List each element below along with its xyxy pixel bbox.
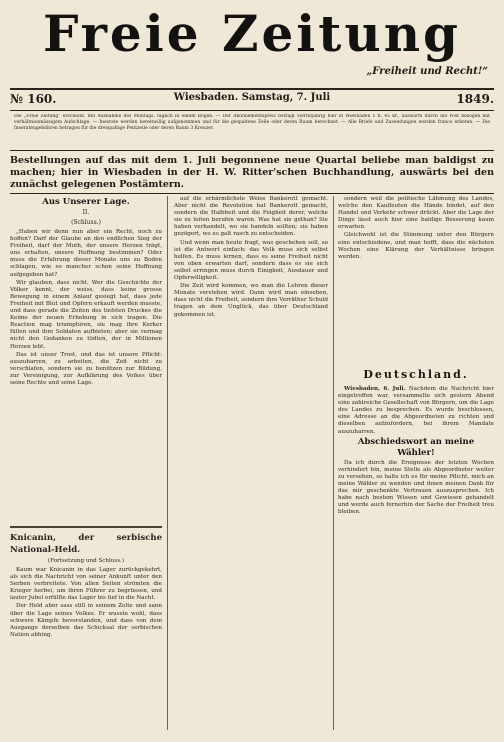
report-paragraph: Da ich durch die Ereignisse der letzten Wochen verhindert bin, meine Stelle als Abgeordneter weiter zu versehen, so halte ich es für meine Pflicht, mich an meine Wähler zu wenden und ihnen meinen Dank für das mir geschenkte Vertrauen auszusprechen. Ich habe nach bestem Wissen und Gewissen gehandelt und werde auch fernerhin der Sache der Freiheit treu bleiben. [338, 459, 494, 516]
top-rule [10, 88, 494, 90]
issue-rule [10, 110, 494, 111]
banner-top-rule [10, 150, 494, 151]
section-rule [10, 526, 162, 528]
report-dateline: Wiesbaden, 6. Juli. [344, 386, 406, 392]
issue-bar [10, 92, 494, 108]
issue-place-date: Wiesbaden. Samstag, 7. Juli [173, 92, 331, 103]
article-paragraph: Die Zeit wird kommen, wo man die Lehren dieser Monate verstehen wird. Dann wird man einsehen, dass nicht die Freiheit, sondern ihre Verräther Schuld tragen an dem Unglück, das über Deutschland gekommen ist. [174, 283, 328, 318]
feature-article [10, 532, 162, 730]
lead-article [10, 196, 162, 521]
continued-article [338, 196, 494, 356]
issue-number: № 160. [10, 92, 57, 106]
news-section [338, 364, 494, 730]
column-1 [10, 196, 162, 730]
article-paragraph: „Haben wir denn nun aber ein Recht, noch zu hoffen? Darf der Glaube an den endlichen Sieg der Freiheit, darf der Muth, der unsere Herzen trägt, uns erhalten, unsere Hoffnung bestimmen? Oder muss die Erfahrung dieser Monate uns zu Boden schlagen, wie so mancher schon seine Hoffnung aufgegeben hat? [10, 229, 162, 278]
masthead-motto: „Freiheit und Recht!“ [366, 66, 488, 77]
feature-paragraph: Der Held aber sass still in seinem Zelte und sann über die Lage seines Volkes. Er wusste wohl, dass schwere Kämpfe bevorstanden, und dass von dem Ausgange derselben das Schicksal der serbischen Nation abhing. [10, 603, 162, 638]
report-paragraph [338, 386, 494, 436]
subscription-notice: Die „Freie Zeitung“ erscheint, mit Ausnahme des Montags, täglich in einem Bogen. — Der Abonnementspreis beträgt vierteljährig hier in Wiesbaden 1 fl. 45 kr., auswärts durch die Post bezogen mit verhältnissmässigem Aufschlage. — Inserate werden bereitwillig aufgenommen und für die gespaltene Zeile oder deren Raum berechnet. — Alle Briefe und Zusendungen werden franco erbeten. — Die Inseratengebühren betragen für die dreispaltige Petitzeile oder deren Raum 3 Kreuzer. [14, 114, 490, 131]
section-heading: Deutschland. [363, 368, 469, 381]
article-paragraph: Und wenn man heute fragt, was geschehen soll, so ist die Antwort einfach: das Volk muss sich selbst helfen. Es muss lernen, dass es seine Freiheit nicht von oben erwarten darf, sondern dass es sie sich selbst erringen muss durch Einigkeit, Ausdauer und Opferwilligkeit. [174, 239, 328, 282]
article-section-number: II. [82, 209, 90, 216]
article-paragraph: Gleichwohl ist die Stimmung unter den Bürgern eine entschiedene, und man hofft, dass die nächsten Wochen eine Klärung der Verhältnisse bringen werden. [338, 232, 494, 260]
column-3 [338, 196, 494, 730]
report-subheading: Abschiedswort an meine Wähler! [357, 436, 475, 458]
order-banner: Bestellungen auf das mit dem 1. Juli begonnene neue Quartal beliebe man baldigst zu machen; hier in Wiesbaden in der H. W. Ritter'schen Buchhandlung, auswärts bei den zunächst gelegenen Postämtern. [10, 155, 494, 190]
feature-note: (Fortsetzung und Schluss.) [47, 558, 125, 564]
article-heading: Aus Unserer Lage. [42, 197, 130, 207]
masthead-title: Freie Zeitung [42, 4, 462, 63]
feature-heading: Knicanin, der serbische National-Held. [10, 533, 162, 555]
report-text: Nachdem die Nachricht hier eingetroffen war, versammelte sich gestern Abend eine zahlreiche Gesellschaft von Bürgern, um die Lage des Landes zu besprechen. Es wurde beschlossen, eine Adresse an die Abgeordneten zu richten und dieselben aufzufordern, bei ihrem Mandate auszuharren. [338, 386, 494, 435]
article-paragraph: sondern weil die politische Lähmung des Landes, welche den Kaufleuten die Hände bindet, auf den Handel und Verkehr schwer drückt. Aber die Lage der Dinge lässt auch hier eine baldige Besserung kaum erwarten. [338, 196, 494, 231]
column-divider [167, 196, 168, 730]
article-note: (Schluss.) [71, 219, 101, 226]
banner-bottom-rule [10, 193, 494, 194]
feature-paragraph: Kaum war Knicanin in das Lager zurückgekehrt, als sich die Nachricht von seiner Ankunft unter den Serben verbreitete. Von allen Seiten strömten die Krieger herbei, um ihren Führer zu begrüssen, und lauter Jubel erfüllte das Lager bis tief in die Nacht. [10, 567, 162, 602]
article-paragraph: Das ist unser Trost, und das ist unsere Pflicht: auszuharren, zu arbeiten, die Zeit nicht zu verschlafen, sondern sie zu benützen zur Bildung, zur Vereinigung, zur Aufklärung des Volkes über seine Rechte und seine Lage. [10, 351, 162, 386]
article-paragraph: auf die erbärmlichste Weise Bankerott gemacht. Aber nicht die Revolution hat Bankerott gemacht, sondern die Halbheit und die Feigheit derer, welche sie zu leiten berufen waren. Was hat sie gethan? Sie haben verhandelt, wo sie handeln sollten; sie haben gezögert, wo es galt rasch zu entscheiden. [174, 196, 328, 238]
column-divider [333, 196, 334, 730]
issue-year: 1849. [456, 92, 494, 106]
article-paragraph: Wir glauben, dass nicht. Wer die Geschichte der Völker kennt, der weiss, dass keine grosse Bewegung in einem Anlauf gesiegt hat, dass jede Freiheit mit Blut und Opfern erkauft werden musste, und dass gerade die Zeiten des tiefsten Druckes die Keime der neuen Erhebung in sich tragen. Die Reaction mag triumphiren, sie mag ihre Kerker füllen und ihre Soldaten aufbieten; aber sie vermag nicht den Gedanken zu tödten, der in Millionen Herzen lebt. [10, 279, 162, 350]
column-2 [174, 196, 328, 730]
